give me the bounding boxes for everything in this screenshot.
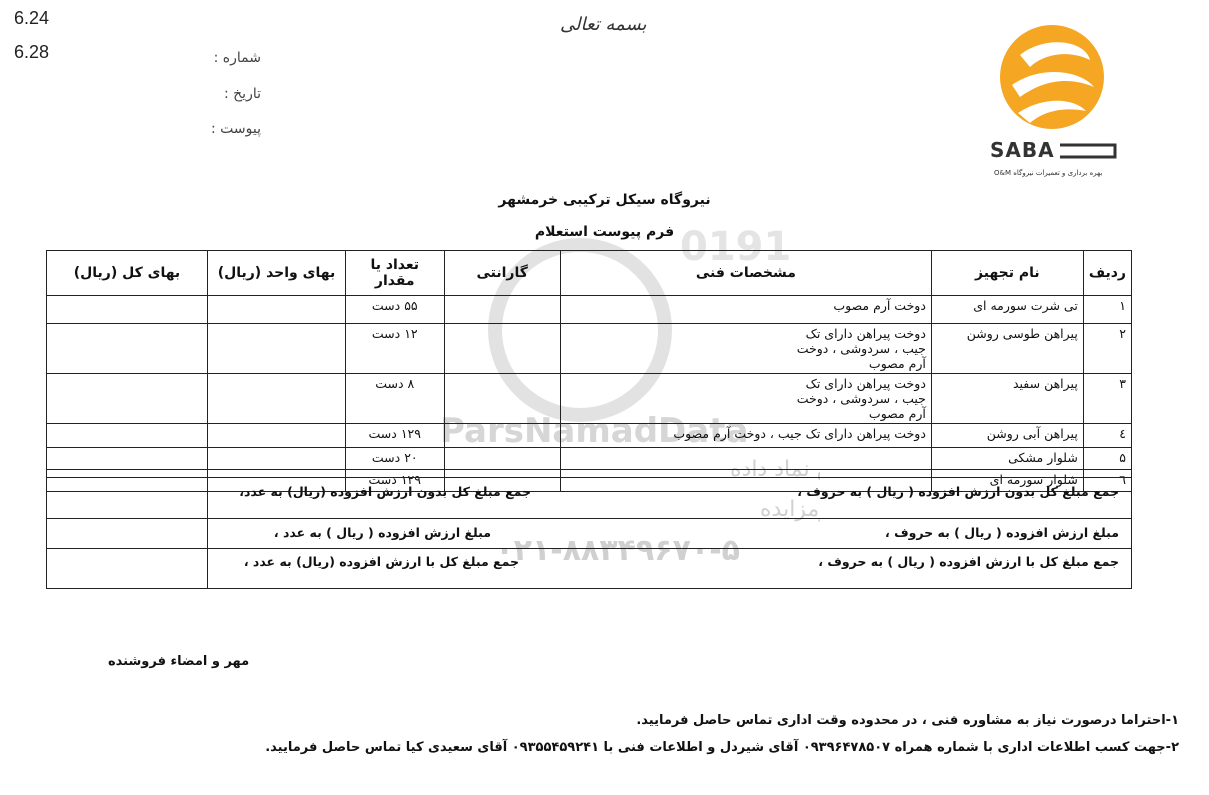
row-name: تی شرت سورمه ای xyxy=(931,296,1083,324)
table-header-row xyxy=(47,251,1132,296)
svg-text:O&M بهره برداری و تعمیرات نیرو: O&M بهره برداری و تعمیرات نیروگاه xyxy=(994,169,1103,177)
note-1: ۱-احتراما درصورت نیاز به مشاوره فنی ، در محدوده وقت اداری تماس حاصل فرمایید. xyxy=(636,713,1179,728)
table-row xyxy=(47,296,1132,324)
row-unit-price xyxy=(207,374,345,424)
attachment-label: پیوست : xyxy=(211,121,261,137)
saba-logo-icon xyxy=(990,15,1120,185)
col-header-unit-price: بهای واحد (ریال) xyxy=(207,251,345,296)
watermark-brand: ParsNamadData xyxy=(440,411,749,451)
watermark-line2: مزایده xyxy=(760,497,820,522)
row-total-price xyxy=(47,424,208,448)
saba-logo xyxy=(990,15,1120,185)
col-header-spec: مشخصات فنی xyxy=(560,251,931,296)
seller-seal-label: مهر و امضاء فروشنده xyxy=(108,654,250,669)
sum-row-vat xyxy=(46,518,1132,549)
table-row xyxy=(47,424,1132,448)
row-name: پیراهن آبی روشن xyxy=(931,424,1083,448)
basmala: بسمه تعالی xyxy=(560,14,647,35)
document-subtitle: فرم پیوست استعلام xyxy=(534,224,675,240)
inquiry-table xyxy=(46,250,1132,492)
sum-row-blank-cell xyxy=(47,519,208,548)
row-warranty xyxy=(444,374,560,424)
row-spec: دوخت پیراهن دارای تک جیب ، سردوشی ، دوخت آرم مصوب xyxy=(560,374,931,424)
row-warranty xyxy=(444,296,560,324)
row-qty: ۸ دست xyxy=(346,374,444,424)
table-row xyxy=(47,448,1132,470)
row-total-price xyxy=(47,324,208,374)
row-total-price xyxy=(47,296,208,324)
col-header-warranty: گارانتی xyxy=(444,251,560,296)
sum-no-vat-digits: جمع مبلغ کل بدون ارزش افزوده (ریال) به عدد، xyxy=(239,484,531,499)
row-qty: ۵۵ دست xyxy=(346,296,444,324)
row-warranty xyxy=(444,424,560,448)
row-spec xyxy=(560,448,931,470)
row-qty: ۱۲ دست xyxy=(346,324,444,374)
note-2: ۲-جهت کسب اطلاعات اداری با شماره همراه ۰۹۳۹۶۴۷۸۵۰۷ آقای شیردل و اطلاعات فنی با ۰۹۳۵۵۴۵۹۲۴۱ آقای سعیدی کیا تماس حاصل فرمایید. xyxy=(265,740,1179,755)
row-index: ۵ xyxy=(1083,448,1131,470)
row-qty: ۱۲۹ دست xyxy=(346,470,444,492)
row-index: ٦ xyxy=(1083,470,1131,492)
row-spec: دوخت پیراهن دارای تک جیب ، سردوشی ، دوخت آرم مصوب xyxy=(560,324,931,374)
vat-digits: مبلغ ارزش افزوده ( ریال ) به عدد ، xyxy=(273,525,491,540)
row-unit-price xyxy=(207,448,345,470)
watermark-phone: ۰۲۱-۸۸۳۴۹۶۷۰-۵ xyxy=(495,533,740,568)
col-header-qty: تعداد یا مقدار xyxy=(346,251,444,296)
sum-no-vat-words: جمع مبلغ کل بدون ارزش افزوده ( ریال ) به حروف ، xyxy=(797,484,1119,499)
table-row xyxy=(47,374,1132,424)
sum-row-no-vat xyxy=(46,477,1132,519)
row-index: ۳ xyxy=(1083,374,1131,424)
vat-words: مبلغ ارزش افزوده ( ریال ) به حروف ، xyxy=(885,525,1119,540)
row-unit-price xyxy=(207,296,345,324)
side-note-2: 6.28 xyxy=(14,42,50,62)
date-label: تاریخ : xyxy=(223,86,261,102)
col-header-name: نام تجهیز xyxy=(931,251,1083,296)
sum-row-blank-cell xyxy=(47,478,208,518)
document-title: نیروگاه سیکل ترکیبی خرمشهر xyxy=(498,192,711,208)
row-warranty xyxy=(444,324,560,374)
row-spec: دوخت پیراهن دارای تک جیب ، دوخت آرم مصوب xyxy=(560,424,931,448)
svg-text:0191: 0191 xyxy=(680,224,792,270)
row-name: شلوار سورمه ای xyxy=(931,470,1083,492)
row-unit-price xyxy=(207,324,345,374)
row-total-price xyxy=(47,374,208,424)
row-index: ۲ xyxy=(1083,324,1131,374)
side-note-1: 6.24 xyxy=(14,8,50,28)
row-total-price xyxy=(47,448,208,470)
row-name: پیراهن طوسی روشن xyxy=(931,324,1083,374)
row-qty: ۲۰ دست xyxy=(346,448,444,470)
sum-with-vat-words: جمع مبلغ کل با ارزش افزوده ( ریال ) به حروف ، xyxy=(818,554,1119,569)
sum-row-blank-cell xyxy=(47,549,208,588)
svg-text:SABA: SABA xyxy=(990,138,1055,162)
table-row xyxy=(47,324,1132,374)
row-unit-price xyxy=(207,424,345,448)
row-spec: دوخت آرم مصوب xyxy=(560,296,931,324)
row-name: پیراهن سفید xyxy=(931,374,1083,424)
row-qty: ۱۲۹ دست xyxy=(346,424,444,448)
row-index: ٤ xyxy=(1083,424,1131,448)
sum-row-with-vat xyxy=(46,548,1132,589)
watermark-line1: نماد داده xyxy=(730,457,810,482)
number-label: شماره : xyxy=(213,50,261,66)
sum-with-vat-digits: جمع مبلغ کل با ارزش افزوده (ریال) به عدد ، xyxy=(243,554,519,569)
row-warranty xyxy=(444,448,560,470)
row-index: ۱ xyxy=(1083,296,1131,324)
col-header-total-price: بهای کل (ریال) xyxy=(47,251,208,296)
col-header-index: ردیف xyxy=(1083,251,1131,296)
row-name: شلوار مشکی xyxy=(931,448,1083,470)
